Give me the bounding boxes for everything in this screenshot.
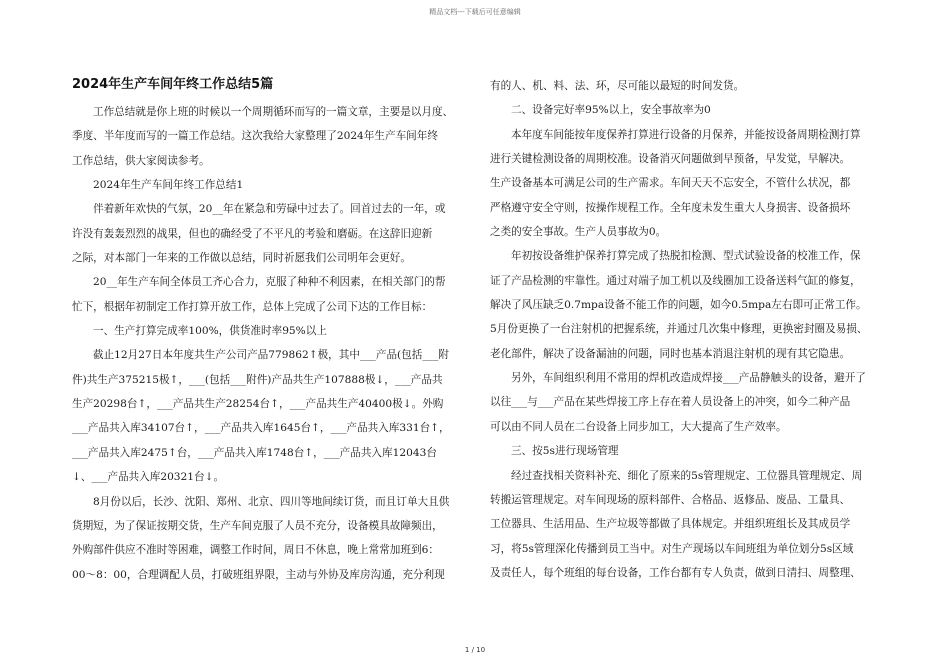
text-line: 工作总结，供大家阅读参考。	[72, 154, 210, 167]
document-title: 2024年生产车间年终工作总结5篇	[72, 77, 274, 92]
left-column	[72, 74, 462, 587]
text-line: 伴着新年欢快的气氛，20__年在紧急和劳碌中过去了。回首过去的一年，或	[93, 203, 446, 216]
text-line: 习，将5s管理深化传播到员工当中。对生产现场以车间班组为单位划分5s区域	[490, 542, 854, 555]
text-line: 转搬运管理规定。对车间现场的原料部件、合格品、返修品、废品、工量具、	[490, 493, 851, 506]
text-line: 二、设备完好率95%以上，安全事故率为0	[511, 104, 711, 117]
right-column	[490, 74, 880, 585]
text-line: 可以由不同人员在二台设备上同步加工，大大提高了生产效率。	[490, 420, 787, 433]
text-line: 本年度车间能按年度保养打算进行设备的月保养，并能按设备周期检测打算	[511, 128, 861, 141]
text-line: 2024年生产车间年终工作总结1	[93, 179, 244, 192]
text-line: 许没有轰轰烈烈的战果，但也的确经受了不平凡的考验和磨砺。在这辞旧迎新	[72, 227, 433, 240]
text-line: ↓、___产品共入库20321台↓。	[72, 471, 225, 484]
page-number: 1 / 10	[464, 646, 486, 654]
text-line: 之际，对本部门一年来的工作做以总结，同时祈愿我们公司明年会更好。	[72, 252, 411, 265]
text-line: 8月份以后，长沙、沈阳、郑州、北京、四川等地间续订货，而且订单大且供	[93, 495, 450, 508]
text-line: 三、按5s进行现场管理	[511, 445, 619, 458]
text-line: ___产品共入库34107台↑，___产品共入库1645台↑，___产品共入库331台↑，	[72, 422, 450, 435]
text-line: 经过查找相关资料补充、细化了原来的5s管理规定、工位器具管理规定、周	[511, 469, 863, 482]
text-line: 截止12月27日本年度共生产公司产品779862↑极，其中___产品(包括___附	[93, 349, 449, 362]
text-line: 外购部件供应不准时等困难，调整工作时间，周日不休息，晚上常常加班到6：	[72, 544, 439, 557]
text-line: 另外，车间组织利用不常用的焊机改造成焊接___产品静触头的设备，避开了	[511, 372, 866, 385]
text-line: 及责任人，每个班组的每台设备，工作台都有专人负责，做到日清扫、周整理、	[490, 566, 861, 579]
text-line: 季度、半年度而写的一篇工作总结。这次我给大家整理了2024年生产车间年终	[72, 130, 438, 143]
text-line: 20__年生产车间全体员工齐心合力，克服了种种不利因素，在相关部门的帮	[93, 276, 446, 289]
text-line: 00～8：00，合理调配人员，打破班组界限，主动与外协及库房沟通，充分利现	[72, 568, 445, 581]
text-line: 工作总结就是你上班的时候以一个周期循环而写的一篇文章，主要是以月度、	[93, 106, 454, 118]
text-line: 5月份更换了一台注射机的把握系统，并通过几次集中修理，更换密封圈及易损、	[490, 323, 868, 336]
text-line: 一、生产打算完成率100%，供货准时率95%以上	[93, 325, 327, 338]
text-line: 以往___与___产品在某些焊接工序上存在着人员设备上的冲突，如今二种产品	[490, 396, 851, 409]
text-line: 生产20298台↑，___产品共生产28254台↑，___产品共生产40400极↓。外购	[72, 398, 444, 411]
text-line: 进行关键检测设备的周期校准。设备消灭问题做到早预备，早发觉，早解决。	[490, 153, 851, 166]
text-line: 之类的安全事故。生产人员事故为0。	[490, 226, 667, 239]
text-line: 严格遵守安全守则，按操作规程工作。全年度未发生重大人身损害、设备损坏	[490, 201, 851, 214]
text-line: 工位器具、生活用品、生产垃圾等都做了具体规定。并组织班组长及其成员学	[490, 518, 851, 531]
text-line: 货期短，为了保证按期交货，生产车间克服了人员不充分，设备模具故障频出，	[72, 519, 443, 532]
text-line: 有的人、机、料、法、环，尽可能以最短的时间发货。	[490, 80, 745, 92]
text-line: 年初按设备维护保养打算完成了热脱扣检测、型式试验设备的校准工作，保	[511, 250, 861, 263]
text-line: 生产设备基本可满足公司的生产需求。车间天天不忘安全，不管什么状况，都	[490, 177, 851, 190]
text-line: 忙下，根据年初制定工作打算开放工作，总体上完成了公司下达的工作目标：	[72, 300, 433, 313]
text-line: ___产品共入库2475↑台，___产品共入库1748台↑，___产品共入库12043台	[72, 446, 437, 459]
text-line: 件)共生产375215极↑，___(包括___附件)产品共生产107888极↓，___产品共	[72, 373, 443, 386]
page-header: 精品文档---下载后可任意编辑	[429, 8, 521, 16]
text-line: 证了产品检测的牢靠性。通过对端子加工机以及线圈加工设备送料气缸的修复，	[490, 274, 861, 287]
text-line: 老化部件，解决了设备漏油的问题，同时也基本消退注射机的现有其它隐患。	[490, 347, 851, 360]
text-line: 解决了风压缺乏0.7mpa设备不能工作的问题，如今0.5mpa左右即可正常工作。	[490, 299, 867, 312]
